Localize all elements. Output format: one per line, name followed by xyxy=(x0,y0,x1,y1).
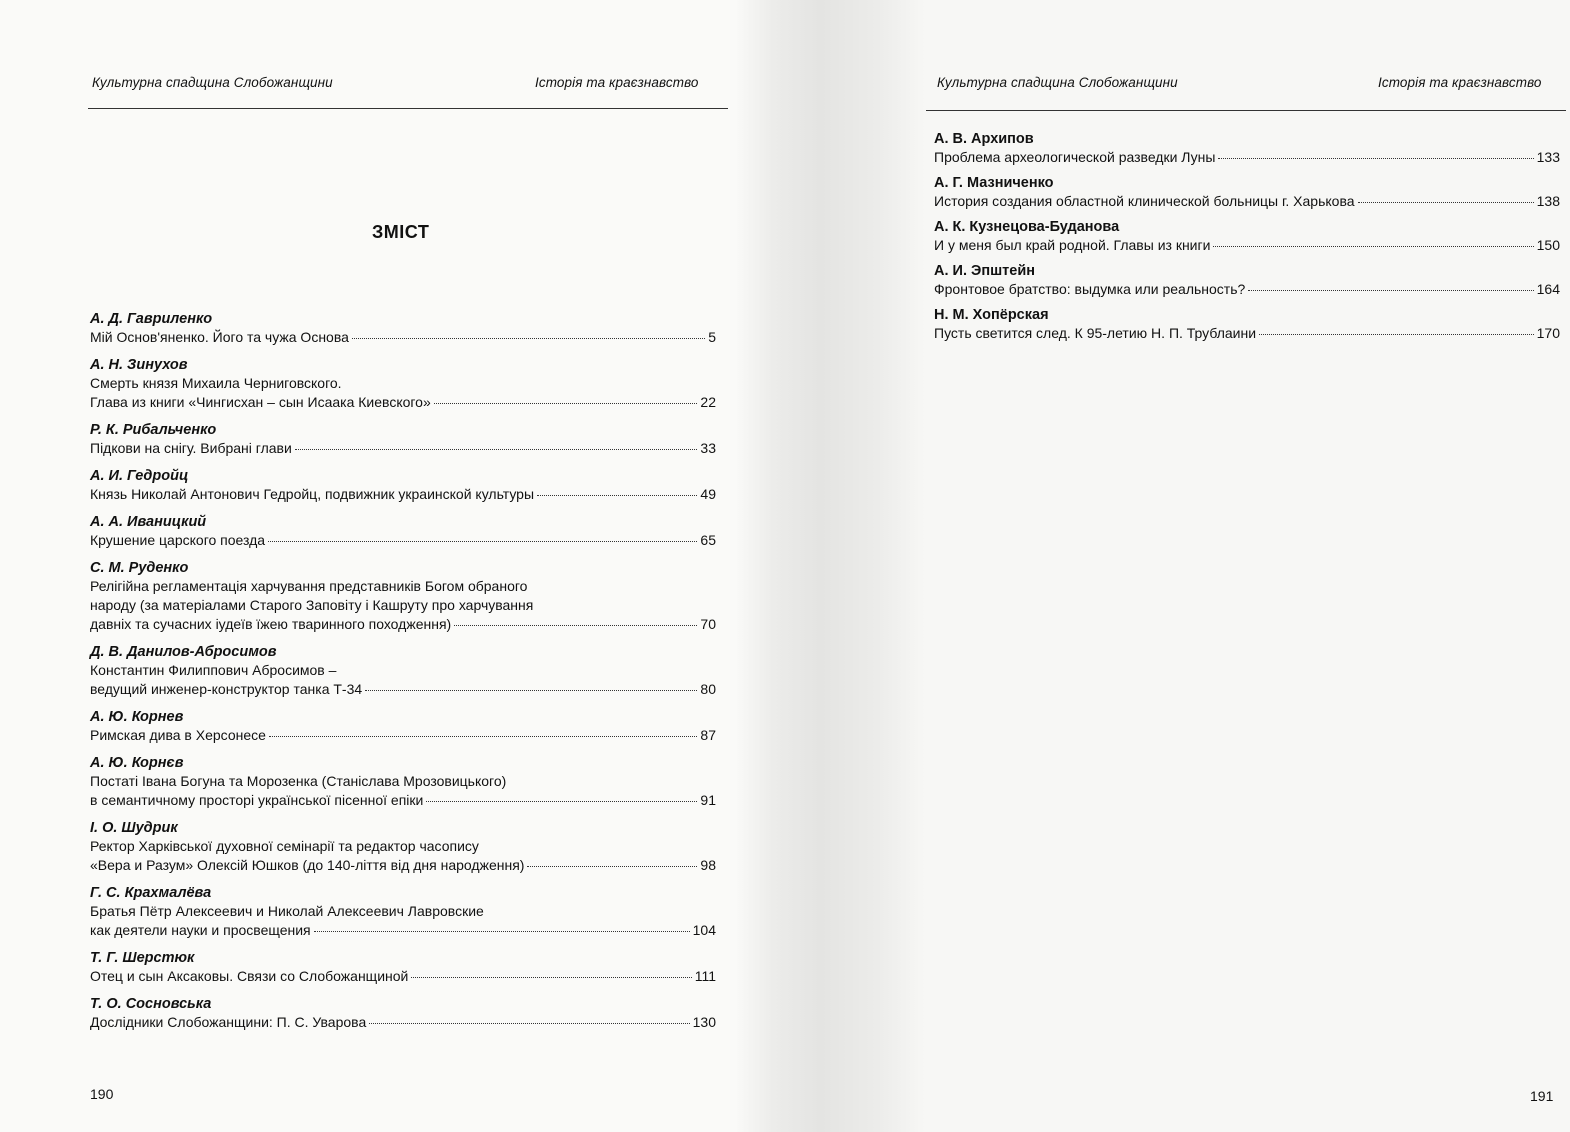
left-header-title: Культурна спадщина Слобожанщини xyxy=(92,75,333,90)
toc-author: А. Ю. Корнев xyxy=(90,709,184,725)
toc-title-text: Смерть князя Михаила Черниговского. xyxy=(90,375,342,391)
dot-leader xyxy=(411,977,691,978)
right-page-number: 191 xyxy=(1530,1088,1554,1104)
toc-page-number: 91 xyxy=(700,792,716,808)
right-header-section: Історія та краєзнавство xyxy=(1378,75,1542,90)
toc-entry xyxy=(90,884,716,940)
toc-author: Т. О. Сосновська xyxy=(90,996,212,1012)
toc-author: А. И. Гедройц xyxy=(90,468,189,484)
toc-page-number: 5 xyxy=(708,329,716,345)
toc-page-number: 22 xyxy=(700,394,716,410)
toc-entry xyxy=(90,421,716,458)
toc-title-line xyxy=(90,596,716,615)
toc-title-text: как деятели науки и просвещения xyxy=(90,922,311,938)
dot-leader xyxy=(527,866,697,867)
toc-title-line xyxy=(90,531,716,550)
dot-leader xyxy=(1358,202,1534,203)
toc-title-text: Крушение царского поезда xyxy=(90,532,266,548)
toc-title-text: История создания областной клинической больницы г. Харькова xyxy=(934,193,1355,209)
toc-page-number: 150 xyxy=(1536,237,1560,253)
left-toc-list xyxy=(90,310,716,1041)
toc-page-number: 111 xyxy=(694,968,716,984)
toc-title-text: Мій Основ'яненко. Його та чужа Основа xyxy=(90,329,349,345)
toc-title-line xyxy=(90,791,716,810)
dot-leader xyxy=(295,449,698,450)
toc-title-text: Глава из книги «Чингисхан – сын Исаака Киевского» xyxy=(90,394,431,410)
toc-entry xyxy=(90,819,716,875)
toc-author: І. О. Шудрик xyxy=(90,820,178,836)
toc-author: Н. М. Хопёрская xyxy=(934,307,1049,323)
toc-title-line xyxy=(90,661,716,680)
toc-page-number: 70 xyxy=(700,616,716,632)
toc-page-number: 65 xyxy=(700,532,716,548)
toc-title-text: Братья Пётр Алексеевич и Николай Алексеевич Лавровские xyxy=(90,903,484,919)
toc-title-line xyxy=(90,577,716,596)
toc-title-text: Фронтовое братство: выдумка или реальность? xyxy=(934,281,1246,297)
toc-author: А. Ю. Корнєв xyxy=(90,755,184,771)
toc-title-text: Релігійна регламентація харчування представників Богом обраного xyxy=(90,578,528,594)
dot-leader xyxy=(1248,290,1533,291)
toc-title-line xyxy=(934,148,1560,167)
right-header-rule xyxy=(926,110,1566,111)
toc-title-text: народу (за матеріалами Старого Заповіту і Кашруту про харчування xyxy=(90,597,534,613)
toc-title-line xyxy=(90,856,716,875)
toc-title-line xyxy=(90,1013,716,1032)
toc-author: А. К. Кузнецова-Буданова xyxy=(934,219,1120,235)
toc-entry xyxy=(934,130,1560,167)
dot-leader xyxy=(1218,158,1533,159)
toc-title-text: Підкови на снігу. Вибрані глави xyxy=(90,440,292,456)
toc-author: А. Г. Мазниченко xyxy=(934,175,1054,191)
toc-title-text: Константин Филиппович Абросимов – xyxy=(90,662,337,678)
right-toc-list xyxy=(934,130,1560,350)
toc-title: ЗМІСТ xyxy=(372,222,430,242)
toc-page-number: 98 xyxy=(700,857,716,873)
toc-entry xyxy=(90,310,716,347)
toc-entry xyxy=(90,949,716,986)
toc-entry xyxy=(934,218,1560,255)
dot-leader xyxy=(369,1023,689,1024)
dot-leader xyxy=(365,690,697,691)
toc-author: Г. С. Крахмалёва xyxy=(90,885,212,901)
toc-entry xyxy=(90,513,716,550)
dot-leader xyxy=(269,736,698,737)
toc-title-line xyxy=(90,837,716,856)
toc-title-text: Пусть светится след. К 95-летию Н. П. Трублаини xyxy=(934,325,1257,341)
toc-author: А. И. Эпштейн xyxy=(934,263,1036,279)
toc-entry xyxy=(934,306,1560,343)
toc-author: С. М. Руденко xyxy=(90,560,189,576)
toc-title-line xyxy=(90,615,716,634)
toc-title-line xyxy=(934,236,1560,255)
dot-leader xyxy=(434,403,698,404)
toc-title-text: Постаті Івана Богуна та Морозенка (Станіслава Мрозовицького) xyxy=(90,773,507,789)
toc-author: Т. Г. Шерстюк xyxy=(90,950,195,966)
toc-title-line xyxy=(90,328,716,347)
toc-title-line xyxy=(90,772,716,791)
dot-leader xyxy=(1213,246,1533,247)
toc-author: Д. В. Данилов-Абросимов xyxy=(90,644,277,660)
toc-title-text: давніх та сучасних іудеїв їжею тваринного походження) xyxy=(90,616,452,632)
toc-title-line xyxy=(934,324,1560,343)
toc-entry xyxy=(90,643,716,699)
toc-page-number: 130 xyxy=(692,1014,716,1030)
toc-title-line xyxy=(90,485,716,504)
dot-leader xyxy=(1259,334,1534,335)
dot-leader xyxy=(537,495,697,496)
toc-entry xyxy=(90,708,716,745)
toc-title-text: И у меня был край родной. Главы из книги xyxy=(934,237,1211,253)
toc-title-text: Римская дива в Херсонесе xyxy=(90,727,266,743)
dot-leader xyxy=(454,625,697,626)
toc-page-number: 87 xyxy=(700,727,716,743)
right-header-title: Культурна спадщина Слобожанщини xyxy=(937,75,1178,90)
toc-title-text: в семантичному просторі української пісенної епіки xyxy=(90,792,424,808)
toc-entry xyxy=(90,754,716,810)
toc-page-number: 170 xyxy=(1536,325,1560,341)
toc-page-number: 104 xyxy=(692,922,716,938)
toc-entry xyxy=(90,995,716,1032)
toc-title-line xyxy=(90,726,716,745)
dot-leader xyxy=(314,931,690,932)
toc-title-line xyxy=(90,393,716,412)
dot-leader xyxy=(268,541,697,542)
toc-author: А. В. Архипов xyxy=(934,131,1034,147)
left-header-rule xyxy=(88,108,728,109)
toc-entry xyxy=(90,559,716,634)
toc-title-text: Проблема археологической разведки Луны xyxy=(934,149,1216,165)
dot-leader xyxy=(352,338,705,339)
toc-title-text: Дослідники Слобожанщини: П. С. Уварова xyxy=(90,1014,367,1030)
toc-author: А. А. Иваницкий xyxy=(90,514,207,530)
toc-title-line xyxy=(934,280,1560,299)
toc-page-number: 133 xyxy=(1536,149,1560,165)
toc-page-number: 49 xyxy=(700,486,716,502)
toc-title-text: ведущий инженер-конструктор танка Т-34 xyxy=(90,681,363,697)
toc-title-text: Отец и сын Аксаковы. Связи со Слобожанщиной xyxy=(90,968,409,984)
left-header-section: Історія та краєзнавство xyxy=(535,75,699,90)
dot-leader xyxy=(426,801,697,802)
toc-title-text: Ректор Харківської духовної семінарії та редактор часопису xyxy=(90,838,479,854)
toc-title-text: «Вера и Разум» Олексій Юшков (до 140-ліття від дня народження) xyxy=(90,857,525,873)
toc-title-line xyxy=(934,192,1560,211)
toc-entry xyxy=(90,356,716,412)
book-gutter xyxy=(735,0,925,1132)
toc-page-number: 138 xyxy=(1536,193,1560,209)
toc-title-line xyxy=(90,902,716,921)
toc-entry xyxy=(934,174,1560,211)
toc-title-line xyxy=(90,967,716,986)
toc-title-line xyxy=(90,374,716,393)
toc-entry xyxy=(934,262,1560,299)
toc-author: А. Н. Зинухов xyxy=(90,357,188,373)
toc-page-number: 164 xyxy=(1536,281,1560,297)
left-page-number: 190 xyxy=(90,1086,114,1102)
toc-page-number: 80 xyxy=(700,681,716,697)
toc-author: Р. К. Рибальченко xyxy=(90,422,217,438)
toc-title-line xyxy=(90,680,716,699)
toc-entry xyxy=(90,467,716,504)
toc-title-text: Князь Николай Антонович Гедройц, подвижник украинской культуры xyxy=(90,486,535,502)
toc-title-line xyxy=(90,921,716,940)
toc-title-line xyxy=(90,439,716,458)
toc-author: А. Д. Гавриленко xyxy=(90,311,213,327)
toc-page-number: 33 xyxy=(700,440,716,456)
